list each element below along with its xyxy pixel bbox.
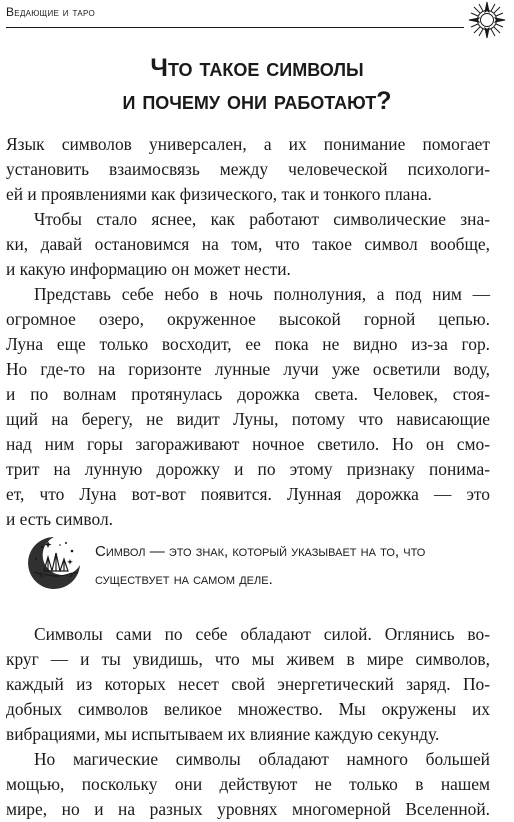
- paragraph-2-line: ки, давай остановимся на том, что такое символ вообще,: [6, 234, 490, 254]
- paragraph-3-line: трит на лунную дорожку и по этому признаку понима-: [6, 459, 490, 479]
- title-line-1: Что такое символы: [150, 54, 364, 82]
- running-title: Ведающие и таро: [6, 5, 96, 19]
- paragraph-3-line: ет, что Луна вот-вот появится. Лунная дорожка — это: [6, 484, 490, 504]
- page-title: [0, 52, 514, 118]
- sun-star-ornament-icon: [462, 0, 512, 44]
- title-line-2: и почему они работают?: [122, 87, 392, 115]
- paragraph-4-line: вибрациями, мы испытываем их влияние каждую секунду.: [6, 724, 440, 744]
- crescent-moon-crystals-icon: [22, 531, 86, 595]
- paragraph-1-line: установить взаимосвязь между человеческой психологи-: [6, 159, 490, 179]
- paragraph-3-line: над ним горы загораживают ночное светило. Но он смо-: [6, 434, 490, 454]
- paragraph-1-line: ей и проявлениями как физического, так и тонкого плана.: [6, 184, 432, 204]
- paragraph-1-line: Язык символов универсален, а их понимание помогает: [6, 134, 490, 154]
- paragraph-5-line: Но магические символы обладают намного большей: [34, 749, 490, 769]
- paragraph-3-line: Представь себе небо в ночь полнолуния, а под ним —: [34, 284, 490, 304]
- paragraph-3-line: Но где-то на горизонте лунные лучи уже осветили воду,: [6, 359, 490, 379]
- paragraph-2-line: и какую информацию он может нести.: [6, 259, 291, 279]
- paragraph-4-line: круг — и ты увидишь, что мы живем в мире символов,: [6, 649, 490, 669]
- paragraph-5-line: мире, но и на разных уровнях многомерной Вселенной.: [6, 799, 490, 819]
- paragraph-2-line: Чтобы стало яснее, как работают символические зна-: [34, 209, 490, 229]
- header-rule: [6, 27, 464, 28]
- paragraph-4-line: Символы сами по себе обладают силой. Оглянись во-: [34, 624, 490, 644]
- callout-line: Символ — это знак, который указывает на то, что: [95, 543, 426, 560]
- callout-line: существует на самом деле.: [95, 571, 273, 588]
- paragraph-3-line: и есть символ.: [6, 509, 114, 529]
- paragraph-3-line: щий на берегу, не видит Луны, потому что нависающие: [6, 409, 490, 429]
- paragraph-4-line: каждый из которых несет свой энергетический заряд. По-: [6, 674, 490, 694]
- paragraph-3-line: Луна еще только восходит, ее пока не видно из-за гор.: [6, 334, 490, 354]
- paragraph-4-line: добных символов великое множество. Мы окружены их: [6, 699, 490, 719]
- paragraph-3-line: огромное озеро, окруженное высокой горной цепью.: [6, 309, 490, 329]
- paragraph-5-line: мощью, поскольку они действуют не только в нашем: [6, 774, 490, 794]
- paragraph-3-line: и по волнам протянулась дорожка света. Человек, стоя-: [6, 384, 490, 404]
